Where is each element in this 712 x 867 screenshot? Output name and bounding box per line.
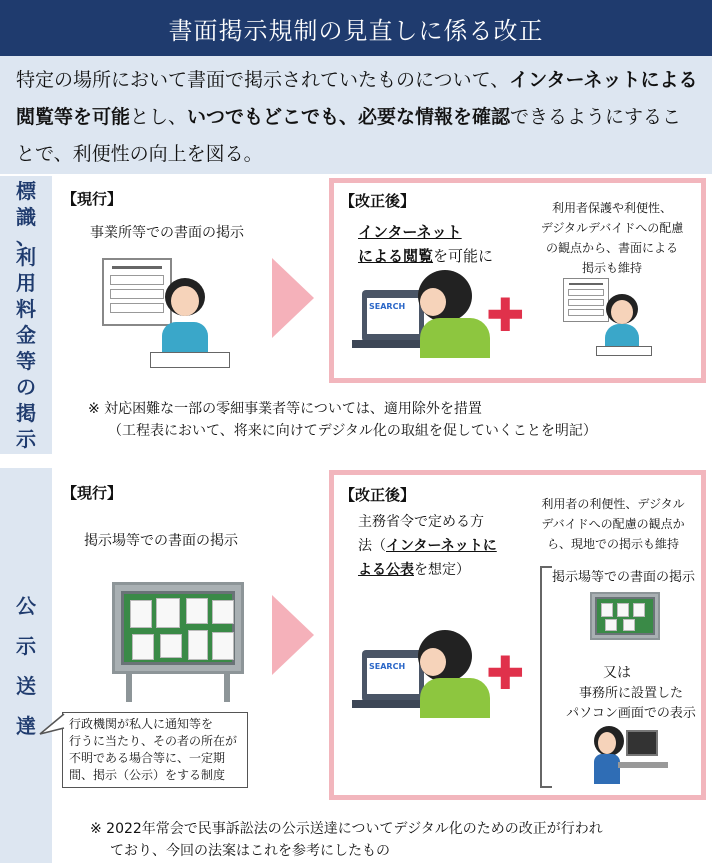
side-char: 公 — [16, 593, 36, 618]
posted-notice-illustration — [102, 258, 172, 326]
side-char: 送 — [16, 673, 36, 698]
summary-bold1: インターネットによる閲覧等を可能 — [16, 69, 698, 128]
pc-user-face — [598, 732, 616, 754]
small-counter — [596, 346, 652, 356]
section2-side-label — [0, 468, 52, 863]
note-line: 利用者の利便性、デジタル — [541, 497, 685, 511]
side-char: 標 — [16, 179, 36, 203]
callout-line: 不明である場合等に、一定期 — [69, 751, 226, 765]
note-line: デジタルデバイドへの配慮 — [540, 221, 684, 235]
plus-icon: ✚ — [486, 646, 525, 700]
callout-line: 間、掲示（公示）をする制度 — [69, 768, 226, 782]
section2-current-text: 掲示場等での書面の掲示 — [84, 533, 238, 549]
side-char: の — [16, 375, 36, 399]
after-line: 主務省令で定める方 — [358, 514, 484, 530]
search-label: SEARCH — [367, 658, 419, 694]
plus-icon: ✚ — [486, 288, 525, 342]
clerk-illustration — [163, 278, 207, 322]
summary-bold2: いつでもどこでも、必要な情報を確認 — [187, 106, 511, 128]
user-face — [420, 288, 446, 316]
options-bracket — [540, 566, 552, 788]
side-char: 用 — [16, 271, 36, 295]
section2-note — [90, 818, 603, 862]
summary-part1: 特定の場所において書面で掲示されていたものについて、 — [16, 69, 510, 91]
summary-part3: できるようにすることで、利便性の向上を図る。 — [16, 106, 682, 165]
side-char: 示 — [16, 633, 36, 658]
search-label: SEARCH — [367, 298, 419, 334]
side-char: 利 — [16, 245, 36, 269]
after-line-underlined: インターネットに — [386, 538, 497, 554]
laptop-screen — [362, 650, 424, 702]
section1-after-note — [528, 198, 696, 278]
laptop-screen — [362, 290, 424, 342]
section1-side-label — [0, 176, 52, 454]
pc-user-body — [594, 754, 620, 784]
small-clerk-face — [611, 300, 633, 324]
monitor-icon — [626, 730, 658, 756]
option1-text: 掲示場等での書面の掲示 — [552, 570, 696, 585]
note-line: 掲示も維持 — [581, 261, 642, 275]
after-text-underlined: インターネット — [358, 223, 462, 241]
note-line: 利用者保護や利便性、 — [551, 201, 672, 215]
side-char: 掲 — [16, 401, 36, 425]
board-leg — [126, 674, 132, 702]
or-label: 又は — [603, 665, 631, 681]
section2-after-text — [358, 510, 497, 582]
counter-desk — [150, 352, 230, 368]
option2-text — [560, 684, 702, 724]
after-text-underlined: による閲覧 — [358, 247, 434, 265]
section2-after-heading: 【改正後】 — [340, 486, 416, 504]
option2-line: 事務所に設置した — [578, 686, 683, 701]
side-char: 示 — [16, 427, 36, 451]
section1-note — [88, 398, 597, 442]
kouji-callout — [62, 712, 248, 788]
note-line: の観点から、書面による — [545, 241, 678, 255]
side-char: 金 — [16, 323, 36, 347]
after-text-rest: を可能に — [433, 247, 494, 265]
small-notice-illustration — [563, 278, 609, 322]
section1-after-heading: 【改正後】 — [340, 192, 416, 210]
side-char: 等 — [16, 349, 36, 373]
note-line: ており、今回の法案はこれを参考にしたもの — [110, 843, 390, 859]
note-line: デバイドへの配慮の観点か — [541, 517, 685, 531]
after-line: を想定） — [414, 562, 470, 578]
user-body — [420, 678, 490, 718]
side-char: 識 — [16, 205, 36, 229]
section1-current-text: 事業所等での書面の掲示 — [90, 225, 244, 241]
side-char: 料 — [16, 297, 36, 321]
note-line: ※ 対応困難な一部の零細事業者等については、適用除外を措置 — [88, 401, 482, 417]
section1-after-text — [358, 220, 493, 268]
callout-line: 行うに当たり、その者の所在が — [69, 734, 238, 748]
note-line: （工程表において、将来に向けてデジタル化の取組を促していくことを明記） — [108, 423, 597, 439]
right-arrow-icon — [272, 258, 314, 338]
section1-current-heading: 【現行】 — [62, 190, 123, 208]
pc-desk — [618, 762, 668, 768]
bulletin-board-illustration — [112, 582, 244, 674]
page-title: 書面掲示規制の見直しに係る改正 — [0, 0, 712, 56]
note-line: ら、現地での掲示も維持 — [546, 537, 679, 551]
section2-after-note — [528, 494, 698, 554]
callout-line: 行政機関が私人に通知等を — [69, 717, 214, 731]
side-char: 、 — [16, 225, 36, 249]
side-char: 達 — [16, 713, 36, 738]
small-clerk-body — [605, 324, 639, 346]
note-line: ※ 2022年常会で民事訴訟法の公示送達についてデジタル化のための改正が行われ — [90, 821, 603, 837]
board-leg — [224, 674, 230, 702]
summary-text — [0, 56, 712, 174]
right-arrow-icon — [272, 595, 314, 675]
after-line: 法（ — [358, 538, 386, 554]
after-line-underlined: よる公表 — [358, 562, 414, 578]
small-bulletin-board — [590, 592, 660, 640]
option2-line: パソコン画面での表示 — [566, 706, 696, 721]
user-body — [420, 318, 490, 358]
section2-current-heading: 【現行】 — [62, 484, 123, 502]
user-face — [420, 648, 446, 676]
callout-pointer — [38, 710, 66, 740]
clerk-body — [162, 322, 208, 352]
summary-part2: とし、 — [130, 106, 188, 128]
